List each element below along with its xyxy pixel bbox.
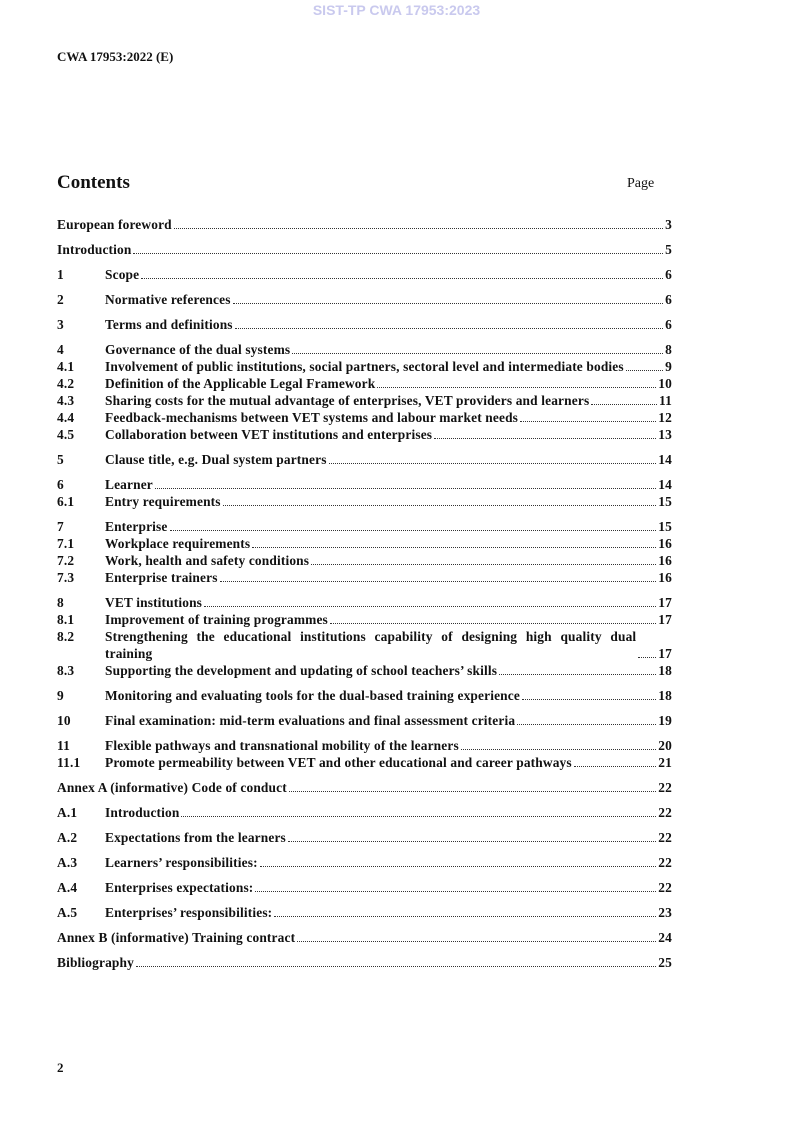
page-number: 2 bbox=[57, 1060, 64, 1075]
dot-leader bbox=[204, 606, 656, 607]
toc-entry-title: Bibliography bbox=[57, 955, 134, 970]
toc-entry-page: 22 bbox=[658, 805, 672, 820]
page-title: Contents bbox=[57, 172, 130, 193]
dot-leader bbox=[499, 674, 656, 675]
toc-entry[interactable] bbox=[57, 216, 672, 233]
toc-entry-page: 14 bbox=[658, 452, 672, 467]
dot-leader bbox=[522, 699, 656, 700]
toc-entry-title: Introduction bbox=[105, 805, 180, 820]
toc-entry-number: 10 bbox=[57, 713, 71, 728]
dot-leader bbox=[136, 966, 656, 967]
toc-entry-number: 4.4 bbox=[57, 410, 75, 425]
toc-entry-page: 8 bbox=[665, 342, 672, 357]
toc-entry-page: 22 bbox=[658, 880, 672, 895]
toc-entry-title: Scope bbox=[105, 267, 140, 282]
toc-entry-page: 21 bbox=[658, 755, 672, 770]
toc-entry-title: Enterprises expectations: bbox=[105, 880, 254, 895]
dot-leader bbox=[141, 278, 663, 279]
toc-entry-page: 23 bbox=[658, 905, 672, 920]
toc-entry-title: Normative references bbox=[105, 292, 231, 307]
toc-entry-title: Promote permeability between VET and other educational and career pathways bbox=[105, 755, 572, 770]
toc-entry[interactable] bbox=[57, 904, 672, 921]
dot-leader bbox=[288, 841, 656, 842]
dot-leader bbox=[235, 328, 663, 329]
toc-entry[interactable] bbox=[57, 594, 672, 611]
dot-leader bbox=[255, 891, 656, 892]
toc-entry-title: Supporting the development and updating of school teachers’ skills bbox=[105, 663, 498, 678]
toc-entry[interactable] bbox=[57, 266, 672, 283]
toc-entry[interactable] bbox=[57, 341, 672, 358]
dot-leader bbox=[252, 547, 656, 548]
toc-entry-page: 17 bbox=[658, 646, 672, 661]
toc-entry-page: 16 bbox=[658, 536, 672, 551]
toc-entry[interactable] bbox=[57, 426, 672, 443]
toc-entry-page: 20 bbox=[658, 738, 672, 753]
toc-entry-page: 5 bbox=[665, 242, 672, 257]
toc-entry-page: 3 bbox=[665, 217, 672, 232]
toc-entry-number: 7.2 bbox=[57, 553, 75, 568]
document-id: CWA 17953:2022 (E) bbox=[57, 49, 174, 64]
toc-entry-title: Governance of the dual systems bbox=[105, 342, 291, 357]
toc-entry-number: 1 bbox=[57, 267, 64, 282]
toc-entry-page: 24 bbox=[658, 930, 672, 945]
dot-leader bbox=[289, 791, 656, 792]
toc-entry-title: Terms and definitions bbox=[105, 317, 233, 332]
toc-entry-page: 18 bbox=[658, 688, 672, 703]
toc-entry-page: 6 bbox=[665, 317, 672, 332]
toc-entry-page: 22 bbox=[658, 780, 672, 795]
toc-entry[interactable] bbox=[57, 954, 672, 971]
toc-entry[interactable] bbox=[57, 929, 672, 946]
toc-entry[interactable] bbox=[57, 829, 672, 846]
toc-entry-title: Learner bbox=[105, 477, 153, 492]
toc-entry[interactable] bbox=[57, 493, 672, 510]
toc-entry-number: 7.1 bbox=[57, 536, 75, 551]
toc-entry[interactable] bbox=[57, 854, 672, 871]
dot-leader bbox=[133, 253, 663, 254]
toc-entry[interactable] bbox=[57, 241, 672, 258]
toc-entry-number: 11.1 bbox=[57, 755, 81, 770]
dot-leader bbox=[292, 353, 663, 354]
dot-leader bbox=[155, 488, 656, 489]
toc-entry-number: A.1 bbox=[57, 805, 78, 820]
dot-leader bbox=[626, 370, 663, 371]
toc-entry[interactable] bbox=[57, 754, 672, 771]
toc-entry-number: 6.1 bbox=[57, 494, 75, 509]
toc-entry[interactable] bbox=[57, 358, 672, 375]
toc-entry-number: 5 bbox=[57, 452, 64, 467]
toc-entry-title: Final examination: mid-term evaluations and final assessment criteria bbox=[105, 713, 516, 728]
dot-leader bbox=[461, 749, 656, 750]
toc-entry[interactable] bbox=[57, 291, 672, 308]
toc-entry-title: Feedback-mechanisms between VET systems and labour market needs bbox=[105, 410, 519, 425]
toc-entry-number: 11 bbox=[57, 738, 70, 753]
toc-entry-number: 4.2 bbox=[57, 376, 75, 391]
dot-leader bbox=[220, 581, 657, 582]
toc-entry[interactable] bbox=[57, 476, 672, 493]
toc-entry-title: Collaboration between VET institutions and enterprises bbox=[105, 427, 433, 442]
dot-leader bbox=[223, 505, 657, 506]
toc-entry-title: Annex A (informative) Code of conduct bbox=[57, 780, 287, 795]
toc-entry[interactable] bbox=[57, 628, 672, 662]
toc-entry-page: 11 bbox=[659, 393, 672, 408]
toc-entry[interactable] bbox=[57, 737, 672, 754]
toc-entry-page: 17 bbox=[658, 595, 672, 610]
toc-entry[interactable] bbox=[57, 611, 672, 628]
toc-entry-page: 12 bbox=[658, 410, 672, 425]
toc-entry-title: Annex B (informative) Training contract bbox=[57, 930, 296, 945]
toc-entry-number: 8.1 bbox=[57, 612, 75, 627]
toc-entry-title: Sharing costs for the mutual advantage of enterprises, VET providers and learners bbox=[105, 393, 590, 408]
toc-entry-page: 15 bbox=[658, 519, 672, 534]
toc-entry-title: Flexible pathways and transnational mobility of the learners bbox=[105, 738, 459, 753]
toc-entry-page: 22 bbox=[658, 830, 672, 845]
dot-leader bbox=[260, 866, 657, 867]
toc-entry[interactable] bbox=[57, 535, 672, 552]
toc-entry[interactable] bbox=[57, 662, 672, 679]
toc-entry-title: Clause title, e.g. Dual system partners bbox=[105, 452, 327, 467]
toc-entry[interactable] bbox=[57, 879, 672, 896]
toc-entry-title: Expectations from the learners bbox=[105, 830, 286, 845]
dot-leader bbox=[574, 766, 657, 767]
toc-entry-number: 7.3 bbox=[57, 570, 75, 585]
dot-leader bbox=[520, 421, 656, 422]
toc-entry-title: Improvement of training programmes bbox=[105, 612, 328, 627]
toc-entry-number: 9 bbox=[57, 688, 64, 703]
toc-entry[interactable] bbox=[57, 409, 672, 426]
toc-entry[interactable] bbox=[57, 779, 672, 796]
toc-entry-title: Definition of the Applicable Legal Framework bbox=[105, 376, 376, 391]
toc-entry[interactable] bbox=[57, 316, 672, 333]
dot-leader bbox=[174, 228, 663, 229]
toc-entry-number: 4.1 bbox=[57, 359, 75, 374]
toc-entry[interactable] bbox=[57, 518, 672, 535]
toc-entry-page: 10 bbox=[658, 376, 672, 391]
toc-entry-title: Workplace requirements bbox=[105, 536, 251, 551]
toc-entry-title: Enterprise bbox=[105, 519, 168, 534]
dot-leader bbox=[329, 463, 657, 464]
dot-leader bbox=[377, 387, 656, 388]
watermark: SIST-TP CWA 17953:2023 bbox=[312, 2, 481, 18]
toc-entry-number: A.2 bbox=[57, 830, 78, 845]
toc-entry-title: VET institutions bbox=[105, 595, 203, 610]
toc-entry-page: 22 bbox=[658, 855, 672, 870]
toc-entry[interactable] bbox=[57, 552, 672, 569]
toc-entry-page: 25 bbox=[658, 955, 672, 970]
table-of-contents bbox=[57, 216, 672, 971]
toc-entry-page: 16 bbox=[658, 570, 672, 585]
page-column-label: Page bbox=[627, 176, 655, 191]
toc-entry-title: European foreword bbox=[57, 217, 172, 232]
toc-entry-page: 13 bbox=[658, 427, 672, 442]
toc-entry[interactable] bbox=[57, 375, 672, 392]
toc-entry-title: Introduction bbox=[57, 242, 132, 257]
dot-leader bbox=[638, 657, 656, 658]
dot-leader bbox=[591, 404, 657, 405]
toc-entry-page: 14 bbox=[658, 477, 672, 492]
toc-entry-number: 8.2 bbox=[57, 629, 75, 644]
toc-entry-title: Monitoring and evaluating tools for the dual-based training experience bbox=[105, 688, 520, 703]
toc-entry-number: 8 bbox=[57, 595, 64, 610]
toc-entry-title: Enterprises’ responsibilities: bbox=[105, 905, 273, 920]
dot-leader bbox=[181, 816, 656, 817]
toc-entry-title: Involvement of public institutions, social partners, sectoral level and intermediate bodies bbox=[105, 359, 624, 374]
toc-entry-page: 18 bbox=[658, 663, 672, 678]
toc-entry-number: A.3 bbox=[57, 855, 78, 870]
toc-entry[interactable] bbox=[57, 712, 672, 729]
toc-entry[interactable] bbox=[57, 687, 672, 704]
dot-leader bbox=[311, 564, 656, 565]
toc-entry-number: 8.3 bbox=[57, 663, 75, 678]
toc-entry[interactable] bbox=[57, 569, 672, 586]
toc-entry-number: 4.5 bbox=[57, 427, 75, 442]
toc-entry-title: Learners’ responsibilities: bbox=[105, 855, 258, 870]
dot-leader bbox=[517, 724, 656, 725]
toc-entry-number: 4 bbox=[57, 342, 64, 357]
toc-entry-page: 17 bbox=[658, 612, 672, 627]
toc-entry-page: 9 bbox=[665, 359, 672, 374]
toc-entry-number: A.4 bbox=[57, 880, 78, 895]
toc-entry-number: 3 bbox=[57, 317, 64, 332]
dot-leader bbox=[274, 916, 656, 917]
toc-entry-title: Entry requirements bbox=[105, 494, 221, 509]
toc-entry-title: Strengthening the educational institutions capability of designing high quality dual training bbox=[105, 629, 637, 661]
dot-leader bbox=[233, 303, 664, 304]
toc-entry-number: 4.3 bbox=[57, 393, 75, 408]
toc-entry-number: A.5 bbox=[57, 905, 78, 920]
dot-leader bbox=[330, 623, 656, 624]
toc-entry-page: 6 bbox=[665, 267, 672, 282]
toc-entry-page: 19 bbox=[658, 713, 672, 728]
toc-entry-number: 6 bbox=[57, 477, 64, 492]
dot-leader bbox=[170, 530, 657, 531]
dot-leader bbox=[434, 438, 656, 439]
toc-entry-title: Work, health and safety conditions bbox=[105, 553, 310, 568]
toc-entry-title: Enterprise trainers bbox=[105, 570, 218, 585]
toc-entry-page: 15 bbox=[658, 494, 672, 509]
dot-leader bbox=[297, 941, 656, 942]
toc-entry-number: 2 bbox=[57, 292, 64, 307]
toc-entry-page: 16 bbox=[658, 553, 672, 568]
toc-entry[interactable] bbox=[57, 451, 672, 468]
toc-entry[interactable] bbox=[57, 804, 672, 821]
toc-entry-number: 7 bbox=[57, 519, 64, 534]
toc-entry[interactable] bbox=[57, 392, 672, 409]
toc-entry-page: 6 bbox=[665, 292, 672, 307]
